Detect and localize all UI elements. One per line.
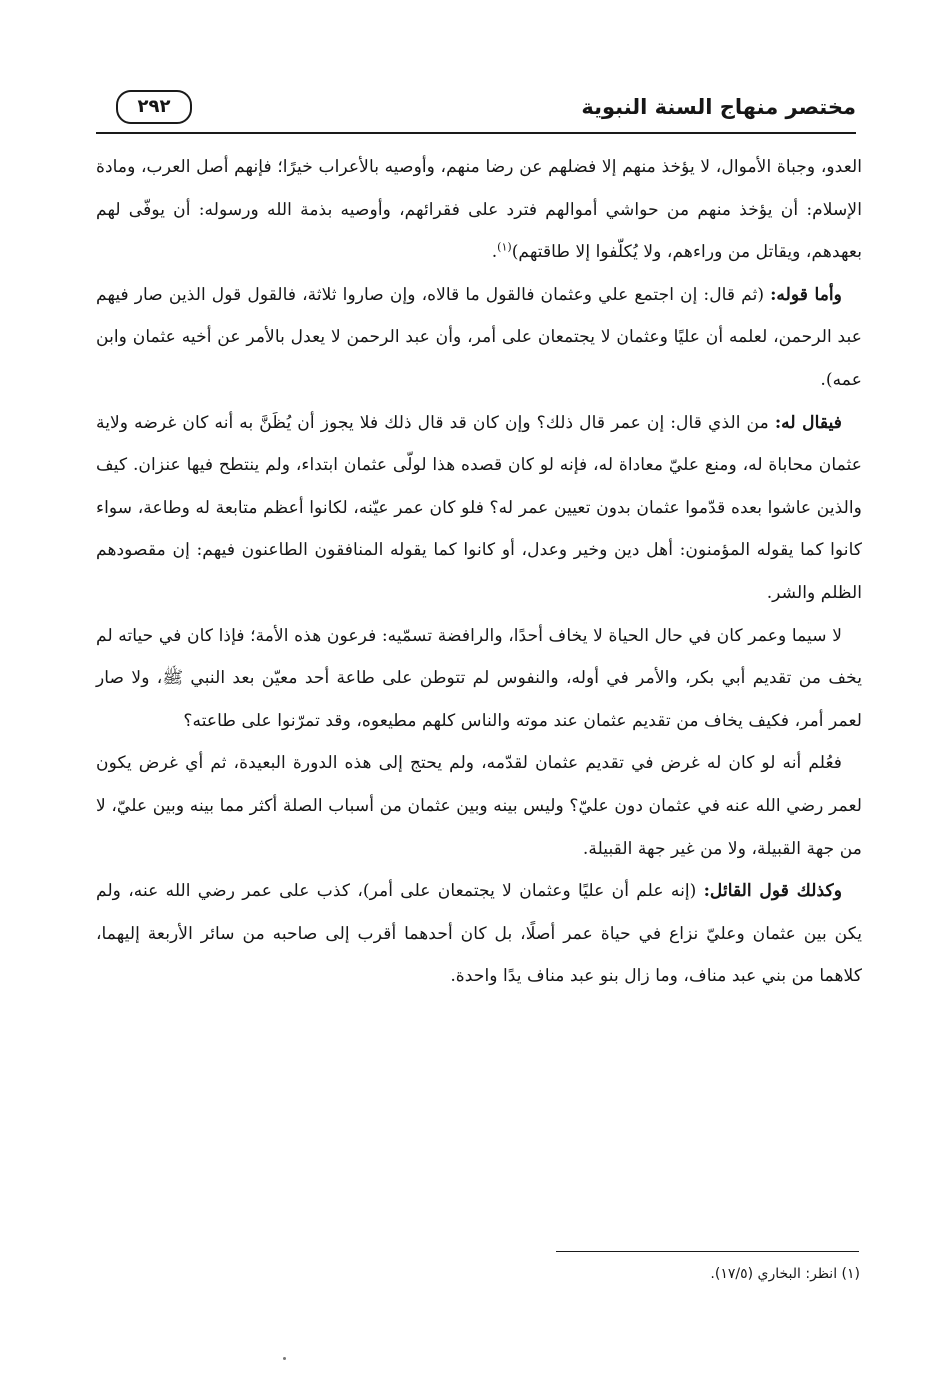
footnote-divider xyxy=(556,1251,859,1252)
paragraph-text: فعُلم أنه لو كان له غرض في تقديم عثمان لقدّمه، ولم يحتج إلى هذه الدورة البعيدة، ثم أي غرض يكون لعمر رضي الله عنه في عثمان دون عليّ؟ وليس بينه وبين عثمان من أسباب الصلة أكثر مما بينه وبين عليّ، لا من جهة القبيلة، ولا من غير جهة القبيلة. xyxy=(96,753,862,859)
paragraph-lead: وأما قوله: xyxy=(770,284,842,305)
paragraph xyxy=(96,870,862,998)
paragraph xyxy=(96,742,862,870)
paragraph xyxy=(96,402,862,615)
paragraph-lead: فيقال له: xyxy=(774,412,842,433)
paragraph xyxy=(96,274,862,402)
paragraph-text: العدو، وجباة الأموال، لا يؤخذ منهم إلا فضلهم عن رضا منهم، وأوصيه بالأعراب خيرًا؛ فإنهم أصل العرب، ومادة الإسلام: أن يؤخذ منهم من حواشي أموالهم فترد على فقرائهم، وأوصيه بذمة الله ورسوله: أن يوفّى لهم بعهدهم، ويقاتل من وراءهم، ولا يُكلّفوا إلا طاقتهم) xyxy=(96,157,862,263)
running-header xyxy=(96,86,856,134)
paragraph-tail: . xyxy=(491,242,498,263)
book-title: مختصر منهاج السنة النبوية xyxy=(581,95,856,119)
paragraph xyxy=(96,615,862,743)
footnote-reference: (١) xyxy=(497,240,512,254)
main-text xyxy=(96,146,862,998)
footnote: (١) انظر: البخاري (١٧/٥). xyxy=(710,1266,860,1282)
paragraph-text: (إنه علم أن عليًا وعثمان لا يجتمعان على أمر)، كذب على عمر رضي الله عنه، ولم يكن بين عثمان وعليّ نزاع في حياة عمر أصلًا، بل كان أحدهما أقرب إلى صاحبه من سائر الأربعة إليهما، كلاهما من بني عبد مناف، وما زال بنو عبد مناف يدًا واحدة. xyxy=(96,881,862,987)
paragraph-text: لا سيما وعمر كان في حال الحياة لا يخاف أحدًا، والرافضة تسمّيه: فرعون هذه الأمة؛ فإذا كان في حياته لم يخف من تقديم أبي بكر، والأمر في أوله، والنفوس لم تتوطن على طاعة أحد معيّن بعد النبي ﷺ، ولا صار لعمر أمر، فكيف يخاف من تقديم عثمان عند موته والناس كلهم مطيعوه، وقد تمرّنوا على طاعته؟ xyxy=(96,625,862,731)
page-number-badge: ٢٩٢ xyxy=(116,90,192,124)
paragraph xyxy=(96,146,862,274)
paragraph-text: من الذي قال: إن عمر قال ذلك؟ وإن كان قد قال ذلك فلا يجوز أن يُظَنَّ به أنه كان غرضه ولاية عثمان محاباة له، ومنع عليّ معاداة له، فإنه لو كان قصده هذا لولّى عثمان ابتداء، ولم ينتطح فيها عنزان. كيف والذين عاشوا بعده قدّموا عثمان بدون تعيين عمر له؟ فلو كان عمر عيّنه، لكانوا أعظم متابعة له وطاعة، سواء كانوا كما يقوله المؤمنون: أهل دين وخير وعدل، أو كانوا كما يقوله المنافقون الطاعنون فيهم: إن مقصودهم الظلم والشر. xyxy=(96,412,862,603)
paragraph-lead: وكذلك قول القائل: xyxy=(703,881,842,902)
paragraph-text: (ثم قال: إن اجتمع علي وعثمان فالقول ما قالاه، وإن صاروا ثلاثة، فالقول قول الذين صار فيهم عبد الرحمن، لعلمه أن عليًا وعثمان لا يجتمعان على أمر، وأن عبد الرحمن لا يعدل بالأمر عن أخيه عثمان وابن عمه). xyxy=(96,284,862,390)
scan-speck xyxy=(283,1357,286,1360)
